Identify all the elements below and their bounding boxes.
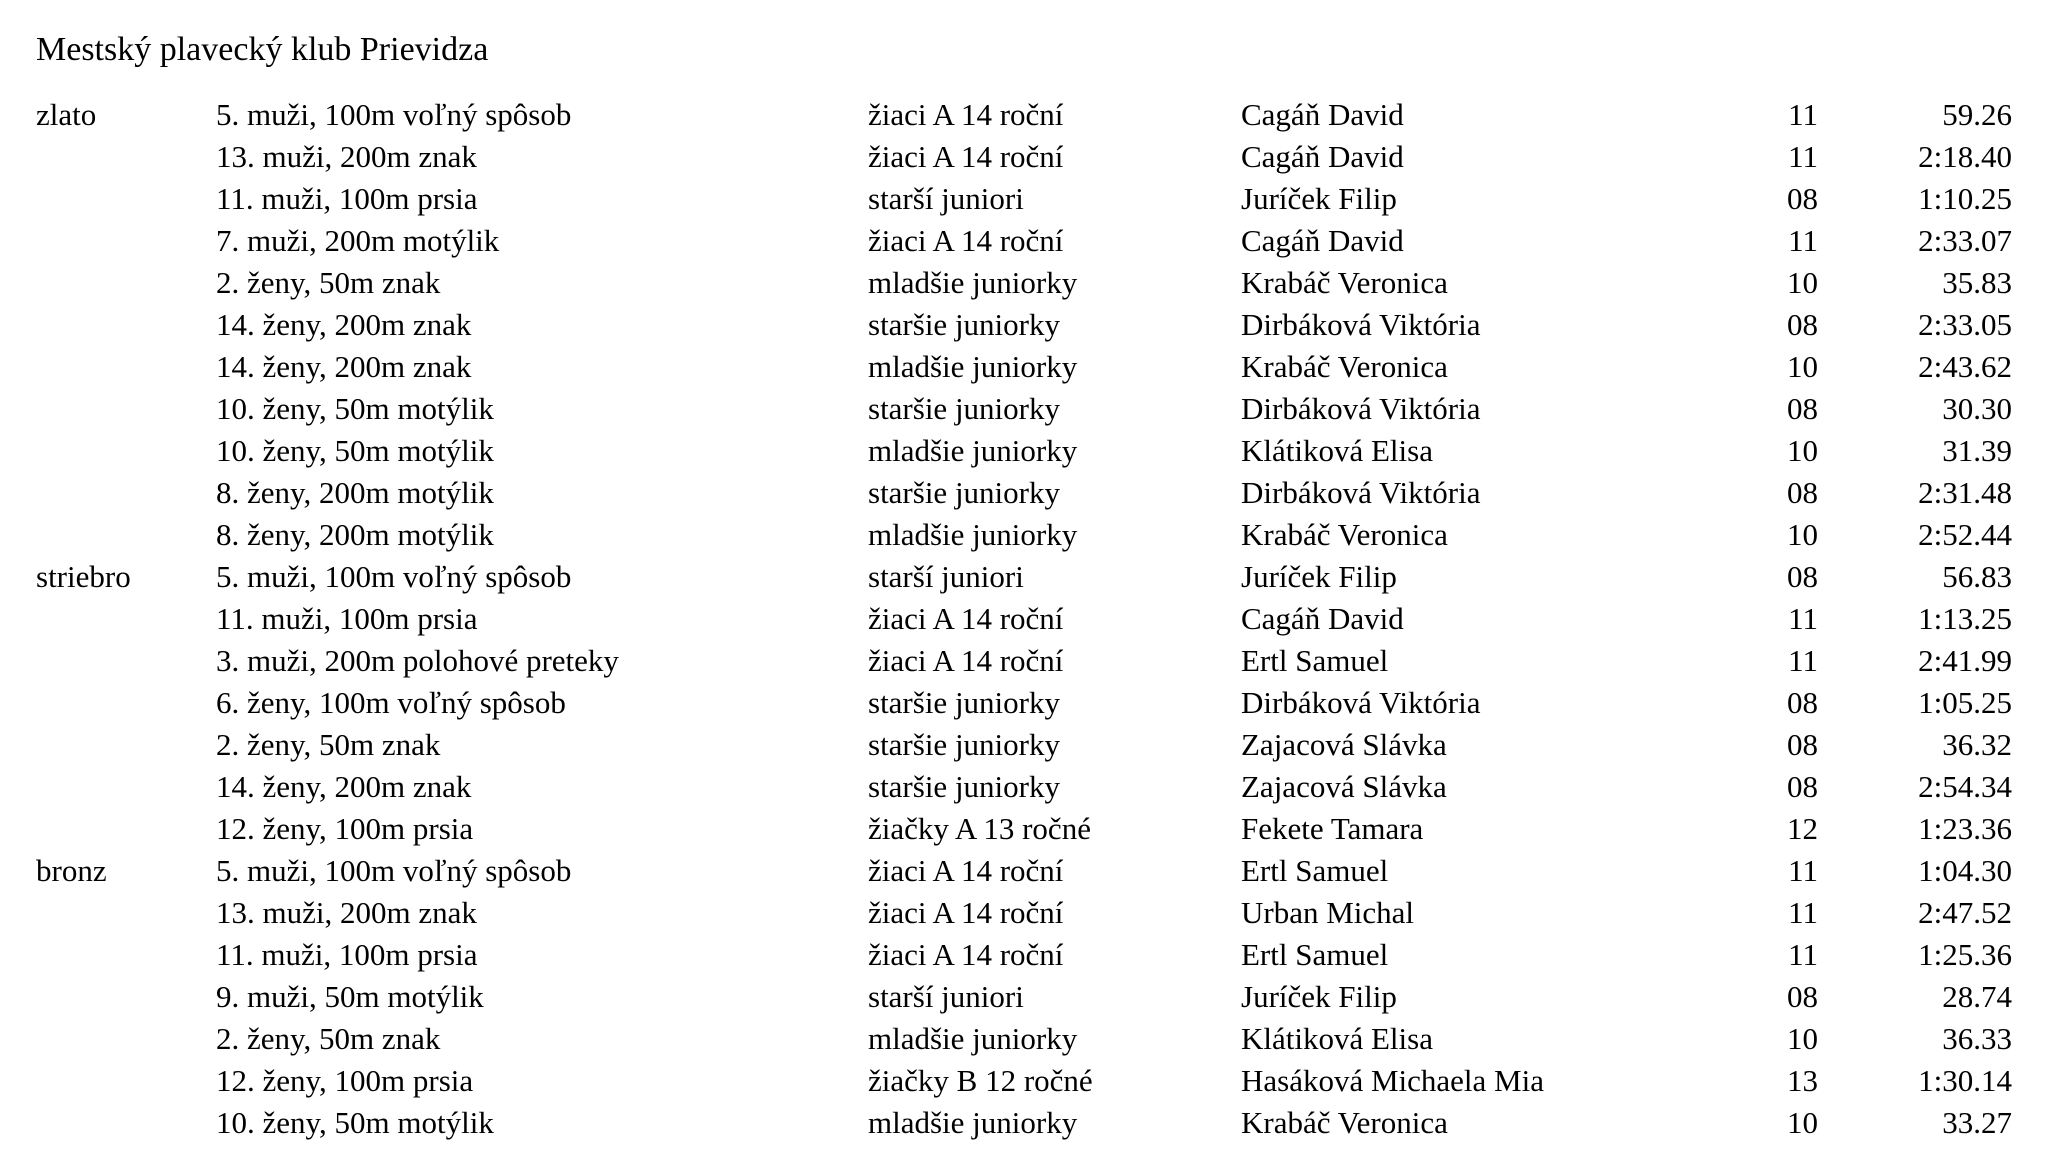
age-category: starší juniori — [868, 181, 1024, 216]
result-time: 1:05.25 — [1918, 685, 2012, 720]
event-name: 11. muži, 100m prsia — [216, 181, 478, 216]
birth-year: 11 — [1788, 97, 1818, 132]
result-time: 33.27 — [1942, 1105, 2012, 1140]
event-name: 2. ženy, 50m znak — [216, 727, 441, 762]
swimmer-name: Juríček Filip — [1241, 979, 1397, 1014]
birth-year: 10 — [1787, 1021, 1818, 1056]
swimmer-name: Dirbáková Viktória — [1241, 685, 1481, 720]
table-row — [0, 892, 2048, 934]
swimmer-name: Hasáková Michaela Mia — [1241, 1063, 1544, 1098]
age-category: mladšie juniorky — [868, 1105, 1078, 1140]
age-category: žiaci A 14 roční — [868, 601, 1064, 636]
birth-year: 08 — [1787, 727, 1818, 762]
age-category: staršie juniorky — [868, 685, 1060, 720]
event-name: 14. ženy, 200m znak — [216, 769, 472, 804]
medal-label: zlato — [36, 97, 97, 132]
event-name: 9. muži, 50m motýlik — [216, 979, 484, 1014]
age-category: staršie juniorky — [868, 769, 1060, 804]
result-time: 2:52.44 — [1918, 517, 2012, 552]
result-time: 59.26 — [1942, 97, 2012, 132]
swimmer-name: Dirbáková Viktória — [1241, 391, 1481, 426]
age-category: žiaci A 14 roční — [868, 223, 1064, 258]
swimmer-name: Dirbáková Viktória — [1241, 475, 1481, 510]
age-category: žiačky A 13 ročné — [868, 811, 1091, 846]
swimmer-name: Fekete Tamara — [1241, 811, 1424, 846]
age-category: mladšie juniorky — [868, 433, 1078, 468]
swimmer-name: Cagáň David — [1241, 601, 1404, 636]
age-category: žiaci A 14 roční — [868, 139, 1064, 174]
birth-year: 08 — [1787, 475, 1818, 510]
swimmer-name: Ertl Samuel — [1241, 853, 1389, 888]
medal-label: striebro — [36, 559, 131, 594]
result-time: 1:10.25 — [1918, 181, 2012, 216]
result-time: 2:47.52 — [1918, 895, 2012, 930]
table-row — [0, 1102, 2048, 1144]
birth-year: 11 — [1788, 853, 1818, 888]
table-row — [0, 430, 2048, 472]
table-row — [0, 976, 2048, 1018]
birth-year: 12 — [1787, 811, 1818, 846]
result-time: 2:31.48 — [1918, 475, 2012, 510]
table-row — [0, 1018, 2048, 1060]
event-name: 13. muži, 200m znak — [216, 895, 477, 930]
birth-year: 08 — [1787, 391, 1818, 426]
birth-year: 11 — [1788, 895, 1818, 930]
age-category: žiaci A 14 roční — [868, 853, 1064, 888]
age-category: žiaci A 14 roční — [868, 643, 1064, 678]
birth-year: 10 — [1787, 517, 1818, 552]
result-time: 2:54.34 — [1918, 769, 2012, 804]
result-time: 2:33.07 — [1918, 223, 2012, 258]
event-name: 5. muži, 100m voľný spôsob — [216, 97, 572, 132]
swimmer-name: Krabáč Veronica — [1241, 265, 1448, 300]
birth-year: 08 — [1787, 181, 1818, 216]
event-name: 2. ženy, 50m znak — [216, 1021, 441, 1056]
result-time: 30.30 — [1942, 391, 2012, 426]
age-category: mladšie juniorky — [868, 1021, 1078, 1056]
table-row — [0, 1060, 2048, 1102]
age-category: staršie juniorky — [868, 727, 1060, 762]
age-category: starší juniori — [868, 559, 1024, 594]
birth-year: 10 — [1787, 433, 1818, 468]
table-row — [0, 346, 2048, 388]
result-time: 1:23.36 — [1918, 811, 2012, 846]
event-name: 14. ženy, 200m znak — [216, 349, 472, 384]
birth-year: 11 — [1788, 937, 1818, 972]
swimmer-name: Dirbáková Viktória — [1241, 307, 1481, 342]
age-category: staršie juniorky — [868, 391, 1060, 426]
table-row — [0, 640, 2048, 682]
birth-year: 10 — [1787, 1105, 1818, 1140]
swimmer-name: Cagáň David — [1241, 223, 1404, 258]
table-row — [0, 766, 2048, 808]
birth-year: 11 — [1788, 643, 1818, 678]
swimmer-name: Urban Michal — [1241, 895, 1415, 930]
result-time: 1:13.25 — [1918, 601, 2012, 636]
age-category: mladšie juniorky — [868, 265, 1078, 300]
table-row — [0, 598, 2048, 640]
event-name: 7. muži, 200m motýlik — [216, 223, 500, 258]
event-name: 12. ženy, 100m prsia — [216, 1063, 474, 1098]
event-name: 13. muži, 200m znak — [216, 139, 477, 174]
result-time: 56.83 — [1942, 559, 2012, 594]
result-time: 2:43.62 — [1918, 349, 2012, 384]
age-category: staršie juniorky — [868, 475, 1060, 510]
table-row — [0, 850, 2048, 892]
age-category: mladšie juniorky — [868, 517, 1078, 552]
result-time: 28.74 — [1942, 979, 2012, 1014]
swimmer-name: Ertl Samuel — [1241, 937, 1389, 972]
birth-year: 10 — [1787, 265, 1818, 300]
result-time: 1:04.30 — [1918, 853, 2012, 888]
result-time: 36.33 — [1942, 1021, 2012, 1056]
table-row — [0, 472, 2048, 514]
swimmer-name: Krabáč Veronica — [1241, 1105, 1448, 1140]
event-name: 3. muži, 200m polohové preteky — [216, 643, 619, 678]
birth-year: 13 — [1787, 1063, 1818, 1098]
table-row — [0, 556, 2048, 598]
event-name: 5. muži, 100m voľný spôsob — [216, 559, 572, 594]
results-table — [0, 94, 2048, 1144]
event-name: 10. ženy, 50m motýlik — [216, 1105, 494, 1140]
swimmer-name: Zajacová Slávka — [1241, 727, 1447, 762]
age-category: žiaci A 14 roční — [868, 937, 1064, 972]
result-time: 35.83 — [1942, 265, 2012, 300]
event-name: 2. ženy, 50m znak — [216, 265, 441, 300]
result-time: 1:30.14 — [1918, 1063, 2012, 1098]
event-name: 6. ženy, 100m voľný spôsob — [216, 685, 566, 720]
age-category: mladšie juniorky — [868, 349, 1078, 384]
event-name: 8. ženy, 200m motýlik — [216, 517, 494, 552]
swimmer-name: Klátiková Elisa — [1241, 1021, 1433, 1056]
table-row — [0, 934, 2048, 976]
event-name: 10. ženy, 50m motýlik — [216, 391, 494, 426]
event-name: 11. muži, 100m prsia — [216, 937, 478, 972]
result-time: 2:18.40 — [1918, 139, 2012, 174]
result-time: 2:41.99 — [1918, 643, 2012, 678]
birth-year: 08 — [1787, 307, 1818, 342]
age-category: starší juniori — [868, 979, 1024, 1014]
table-row — [0, 682, 2048, 724]
swimmer-name: Krabáč Veronica — [1241, 349, 1448, 384]
table-row — [0, 220, 2048, 262]
birth-year: 10 — [1787, 349, 1818, 384]
table-row — [0, 808, 2048, 850]
event-name: 5. muži, 100m voľný spôsob — [216, 853, 572, 888]
age-category: žiaci A 14 roční — [868, 895, 1064, 930]
birth-year: 11 — [1788, 223, 1818, 258]
table-row — [0, 514, 2048, 556]
table-row — [0, 262, 2048, 304]
age-category: žiaci A 14 roční — [868, 97, 1064, 132]
result-time: 2:33.05 — [1918, 307, 2012, 342]
result-time: 1:25.36 — [1918, 937, 2012, 972]
swimmer-name: Juríček Filip — [1241, 559, 1397, 594]
page-title: Mestský plavecký klub Prievidza — [36, 31, 489, 68]
table-row — [0, 304, 2048, 346]
table-row — [0, 94, 2048, 136]
age-category: staršie juniorky — [868, 307, 1060, 342]
age-category: žiačky B 12 ročné — [868, 1063, 1093, 1098]
event-name: 14. ženy, 200m znak — [216, 307, 472, 342]
swimmer-name: Juríček Filip — [1241, 181, 1397, 216]
swimmer-name: Cagáň David — [1241, 139, 1404, 174]
birth-year: 08 — [1787, 559, 1818, 594]
birth-year: 11 — [1788, 601, 1818, 636]
birth-year: 08 — [1787, 685, 1818, 720]
birth-year: 08 — [1787, 979, 1818, 1014]
swimmer-name: Klátiková Elisa — [1241, 433, 1433, 468]
event-name: 11. muži, 100m prsia — [216, 601, 478, 636]
table-row — [0, 136, 2048, 178]
medal-label: bronz — [36, 853, 107, 888]
birth-year: 08 — [1787, 769, 1818, 804]
table-row — [0, 178, 2048, 220]
table-row — [0, 388, 2048, 430]
swimmer-name: Zajacová Slávka — [1241, 769, 1447, 804]
event-name: 10. ženy, 50m motýlik — [216, 433, 494, 468]
swimmer-name: Cagáň David — [1241, 97, 1404, 132]
swimmer-name: Ertl Samuel — [1241, 643, 1389, 678]
result-time: 31.39 — [1942, 433, 2012, 468]
birth-year: 11 — [1788, 139, 1818, 174]
event-name: 12. ženy, 100m prsia — [216, 811, 474, 846]
result-time: 36.32 — [1942, 727, 2012, 762]
swimmer-name: Krabáč Veronica — [1241, 517, 1448, 552]
event-name: 8. ženy, 200m motýlik — [216, 475, 494, 510]
table-row — [0, 724, 2048, 766]
